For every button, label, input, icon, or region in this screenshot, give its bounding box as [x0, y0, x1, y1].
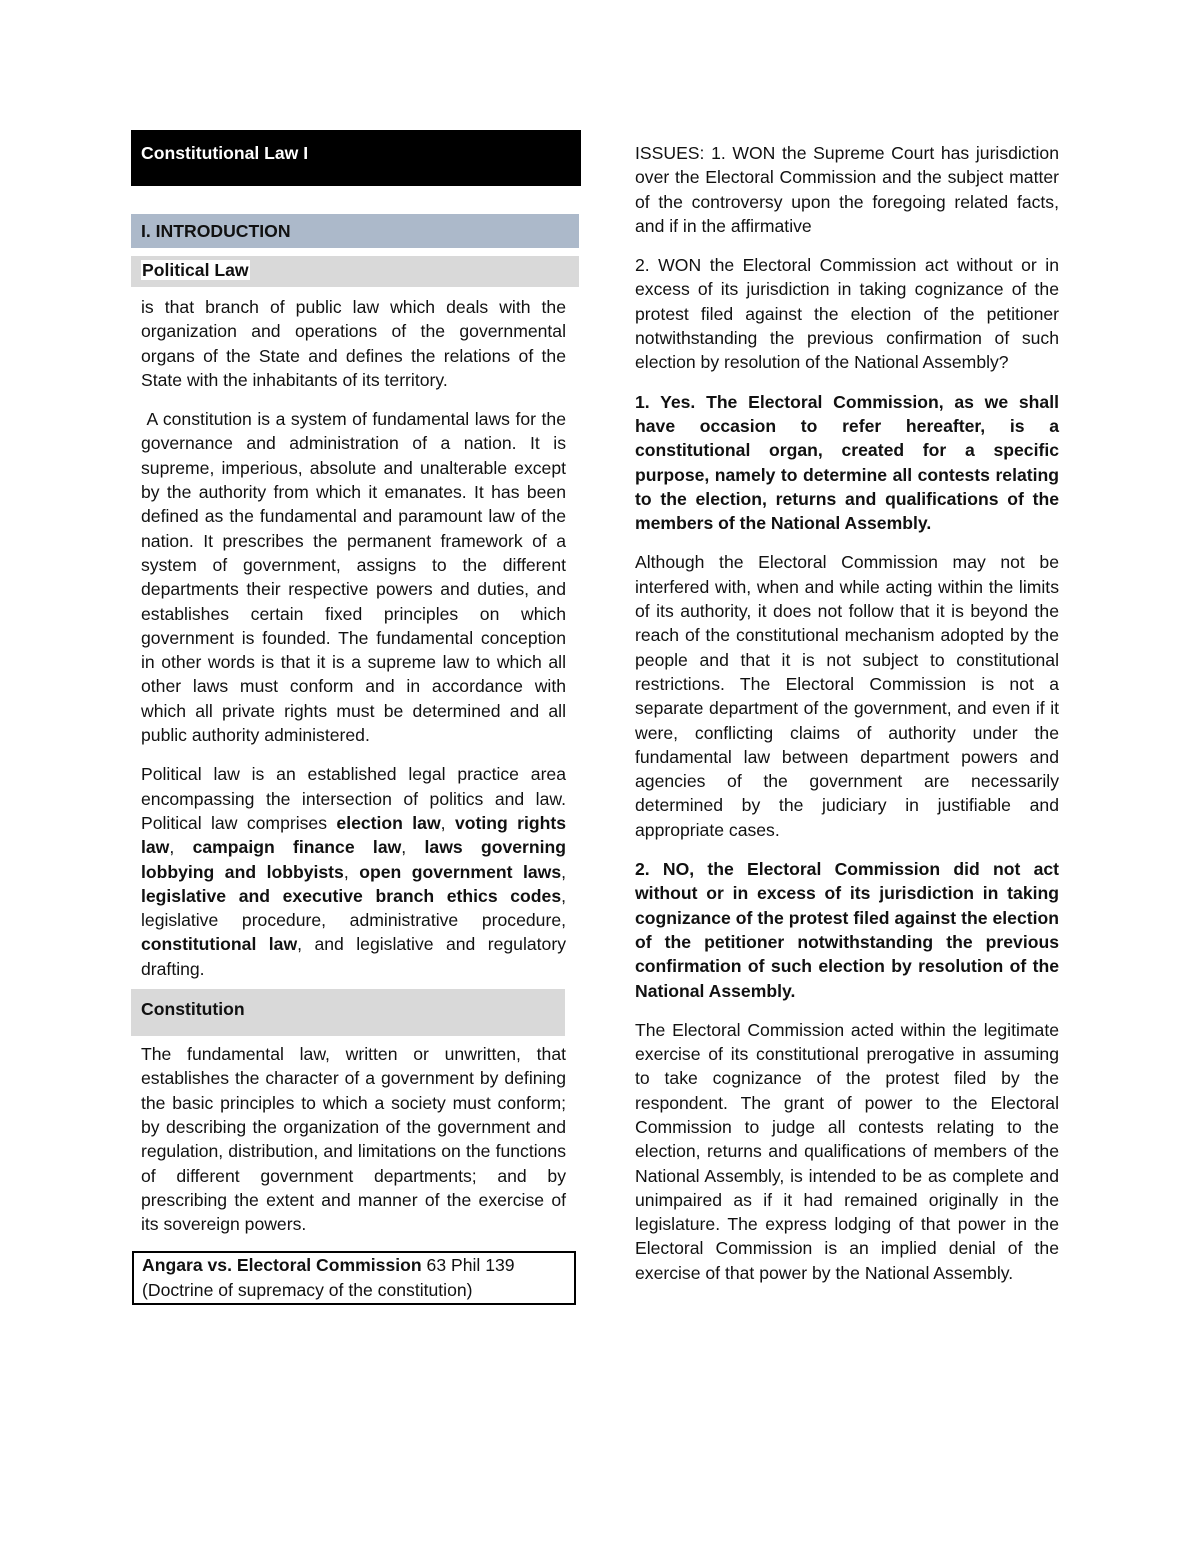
- ruling-1-heading: [635, 390, 1059, 536]
- practice-separator: ,: [343, 861, 360, 882]
- practice-separator: ,: [440, 812, 455, 833]
- practice-term-campaign-finance: campaign finance law: [192, 837, 402, 858]
- practice-term-ethics-codes: legislative and executive branch ethics codes: [141, 885, 562, 906]
- practice-term-voting-rights: voting rights law: [141, 812, 566, 858]
- practice-separator: ,: [169, 837, 193, 858]
- case-name: Angara vs. Electoral Commission: [142, 1255, 422, 1276]
- issue-2: 2. WON the Electoral Commission act without or in excess of its jurisdiction in taking cognizance of the protest filed against the election of the petitioner notwithstanding the previous confirmation of such election by resolution of the National Assembly?: [635, 255, 1059, 373]
- political-law-practice-paragraph: [141, 762, 566, 981]
- left-body: [131, 287, 581, 981]
- constitution-paragraph: A constitution is a system of fundamental laws for the governance and administration of a nation. It is supreme, imperious, absolute and unalterable except by the authority from which it emanates. It has been defined as the fundamental and paramount law of the nation. It prescribes the permanent framework of a system of government, assigns to the different departments their respective powers and duties, and establishes certain fixed principles on which government is founded. The fundamental conception in other words is that it is a supreme law to which all other laws must conform and in accordance with which all private rights must be determined and all public authority administered.: [141, 409, 571, 746]
- case-citation: 63 Phil 139: [421, 1255, 515, 1276]
- practice-separator: ,: [561, 861, 566, 882]
- practice-intro: Political law is an established legal practice area encompassing the intersection of politics and law. Political law comprises: [141, 764, 566, 833]
- ruling-2-discussion: The Electoral Commission acted within the legitimate exercise of its constitutional prerogative in assuming to take cognizance of the protest filed by the respondent. The grant of power to the Electoral Commission to judge all contests relating to the election, returns and qualifications of members of the National Assembly, is intended to be as complete and unimpaired as if it had remained originally in the legislature. The express lodging of that power in the Electoral Commission is an implied denial of the exercise of that power by the National Assembly.: [635, 1019, 1059, 1283]
- practice-term-election-law: election law: [336, 812, 441, 833]
- practice-separator: , legislative procedure, administrative procedure,: [141, 885, 566, 931]
- practice-separator: ,: [401, 837, 425, 858]
- subheading-political-law: [131, 256, 579, 287]
- constitution-body: [131, 1036, 581, 1236]
- case-box-angara: [132, 1251, 576, 1305]
- practice-closing: , and legislative and regulatory drafting.: [141, 934, 566, 979]
- case-doctrine: (Doctrine of supremacy of the constitution): [142, 1279, 473, 1300]
- ruling-1-discussion: Although the Electoral Commission may not be interfered with, when and while acting within the limits of its authority, it does not follow that it is beyond the reach of the constitutional mechanism adopted by the people and that it is not subject to constitutional restrictions. The Electoral Commission is not a separate department of the government, and even if it were, conflicting claims of authority under the fundamental law between department powers and agencies of the government are necessarily determined by the judiciary in justifiable and appropriate cases.: [635, 552, 1059, 840]
- practice-term-constitutional-law: constitutional law: [141, 934, 298, 955]
- practice-term-open-government: open government laws: [359, 861, 562, 882]
- political-law-heading-text: Political Law: [142, 260, 249, 280]
- practice-term-lobbying: laws governing lobbying and lobbyists: [141, 837, 567, 882]
- section-heading-introduction: I. INTRODUCTION: [131, 214, 579, 248]
- political-law-definition: is that branch of public law which deals with the organization and operations of the governmental organs of the State and defines the relations of the State with the inhabitants of its territory.: [141, 297, 566, 390]
- left-column: [131, 130, 581, 1305]
- constitution-definition: The fundamental law, written or unwritten, that establishes the character of a government by defining the basic principles to which a society must conform; by describing the organization of the government and regulation, distribution, and limitations on the functions of different government departments; and by prescribing the extent and manner of the exercise of its sovereign powers.: [141, 1044, 566, 1235]
- ruling-1-text: 1. Yes. The Electoral Commission, as we shall have occasion to refer hereafter, is a constitutional organ, created for a specific purpose, namely to determine all contests relating to the election, returns and qualifications of the members of the National Assembly.: [635, 391, 1059, 534]
- right-column: [635, 141, 1059, 1285]
- issue-1: ISSUES: 1. WON the Supreme Court has jurisdiction over the Electoral Commission and the subject matter of the controversy upon the foregoing related facts, and if in the affirmative: [635, 143, 1059, 236]
- subheading-constitution: Constitution: [131, 989, 565, 1036]
- ruling-2-text: 2. NO, the Electoral Commission did not act without or in excess of its jurisdiction in taking cognizance of the protest filed against the election of the petitioner notwithstanding the previous confirmation of such election by resolution of the National Assembly.: [635, 859, 1059, 1001]
- document-title: Constitutional Law I: [131, 130, 581, 186]
- ruling-2-heading: [635, 857, 1059, 1003]
